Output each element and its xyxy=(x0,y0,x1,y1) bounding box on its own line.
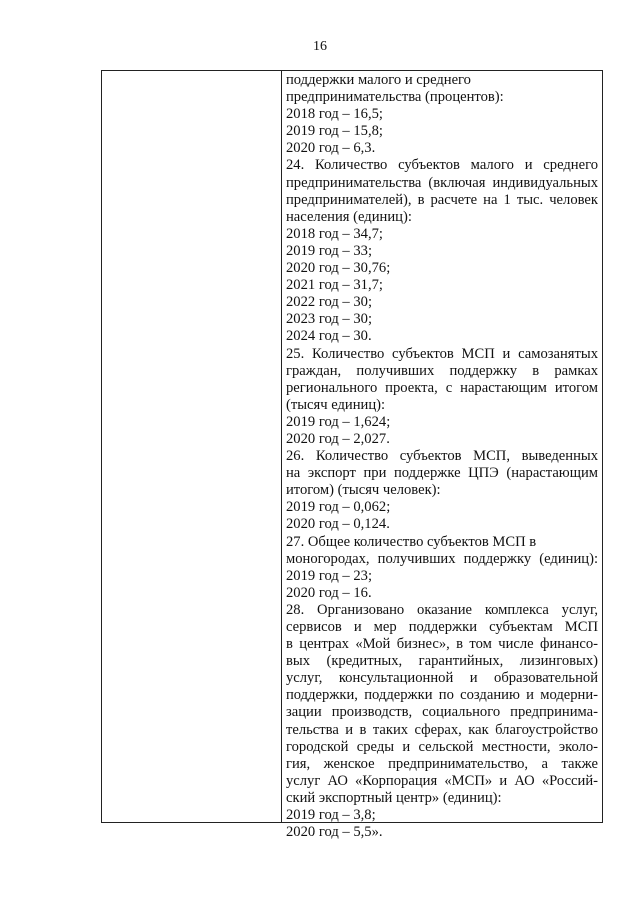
text-line: городской среды и сельской местности, эколо- xyxy=(286,738,598,755)
text-line: 2019 год – 33; xyxy=(286,242,373,259)
page-number: 16 xyxy=(313,39,327,54)
text-line: 2019 год – 15,8; xyxy=(286,123,383,140)
text-line: 2018 год – 16,5; xyxy=(286,106,383,123)
text-line: предпринимательства (процентов): xyxy=(286,89,504,106)
text-line: 2019 год – 3,8; xyxy=(286,807,376,824)
text-line: граждан, получивших поддержку в рамках xyxy=(286,362,598,379)
text-line: 2020 год – 30,76; xyxy=(286,260,391,277)
text-line: поддержки малого и среднего xyxy=(286,72,471,88)
text-line: 2020 год – 5,5». xyxy=(286,824,383,841)
text-line: ский экспортный центр» (единиц): xyxy=(286,789,502,806)
text-line: тельства и в таких сферах, как благоустройство xyxy=(286,721,598,738)
table-right-cell xyxy=(286,72,598,841)
text-line: 2019 год – 23; xyxy=(286,567,373,584)
text-line: сервисов и мер поддержки субъектам МСП xyxy=(286,619,598,635)
text-line: гия, женское предпринимательство, а также xyxy=(286,755,598,772)
text-line: 2021 год – 31,7; xyxy=(286,277,383,294)
text-line: 28. Организовано оказание комплекса услуг, xyxy=(286,601,598,618)
text-line: в центрах «Мой бизнес», в том числе финансо- xyxy=(286,636,598,653)
text-line: вых (кредитных, гарантийных, лизинговых) xyxy=(286,653,598,670)
text-line: 2020 год – 16. xyxy=(286,584,372,601)
text-line: 25. Количество субъектов МСП и самозанятых xyxy=(286,345,598,362)
text-line: 2019 год – 1,624; xyxy=(286,413,391,430)
table-left-cell xyxy=(102,71,281,822)
text-line: предпринимателей), в расчете на 1 тыс. человек xyxy=(286,191,598,208)
text-line: 2023 год – 30; xyxy=(286,311,373,328)
text-line: 2020 год – 2,027. xyxy=(286,430,390,447)
text-line: 2022 год – 30; xyxy=(286,294,373,311)
text-line: услуг АО «Корпорация «МСП» и АО «Россий- xyxy=(286,772,598,789)
text-line: услуг, консультационной и образовательной xyxy=(286,670,598,687)
document-table xyxy=(101,70,603,841)
text-line: на экспорт при поддержке ЦПЭ (нарастающим xyxy=(286,465,598,482)
text-line: 2024 год – 30. xyxy=(286,328,372,345)
text-line: 27. Общее количество субъектов МСП в xyxy=(286,533,537,550)
text-line: поддержки, поддержки по созданию и модерни- xyxy=(286,687,598,704)
column-divider xyxy=(281,71,282,822)
text-line: 2018 год – 34,7; xyxy=(286,225,383,242)
text-line: населения (единиц): xyxy=(286,208,412,225)
text-line: моногородах, получивших поддержку (единиц): xyxy=(286,550,598,567)
text-line: зации производств, социального предпринима- xyxy=(286,704,598,721)
text-line: предпринимательства (включая индивидуальных xyxy=(286,174,598,191)
text-line: регионального проекта, с нарастающим итогом xyxy=(286,379,598,396)
text-line: итогом) (тысяч человек): xyxy=(286,482,441,499)
text-line: 2020 год – 6,3. xyxy=(286,140,376,157)
text-line: 26. Количество субъектов МСП, выведенных xyxy=(286,448,598,465)
text-line: 2019 год – 0,062; xyxy=(286,499,391,516)
text-line: (тысяч единиц): xyxy=(286,396,386,413)
text-line: 2020 год – 0,124. xyxy=(286,516,390,533)
text-line: 24. Количество субъектов малого и среднего xyxy=(286,157,598,174)
